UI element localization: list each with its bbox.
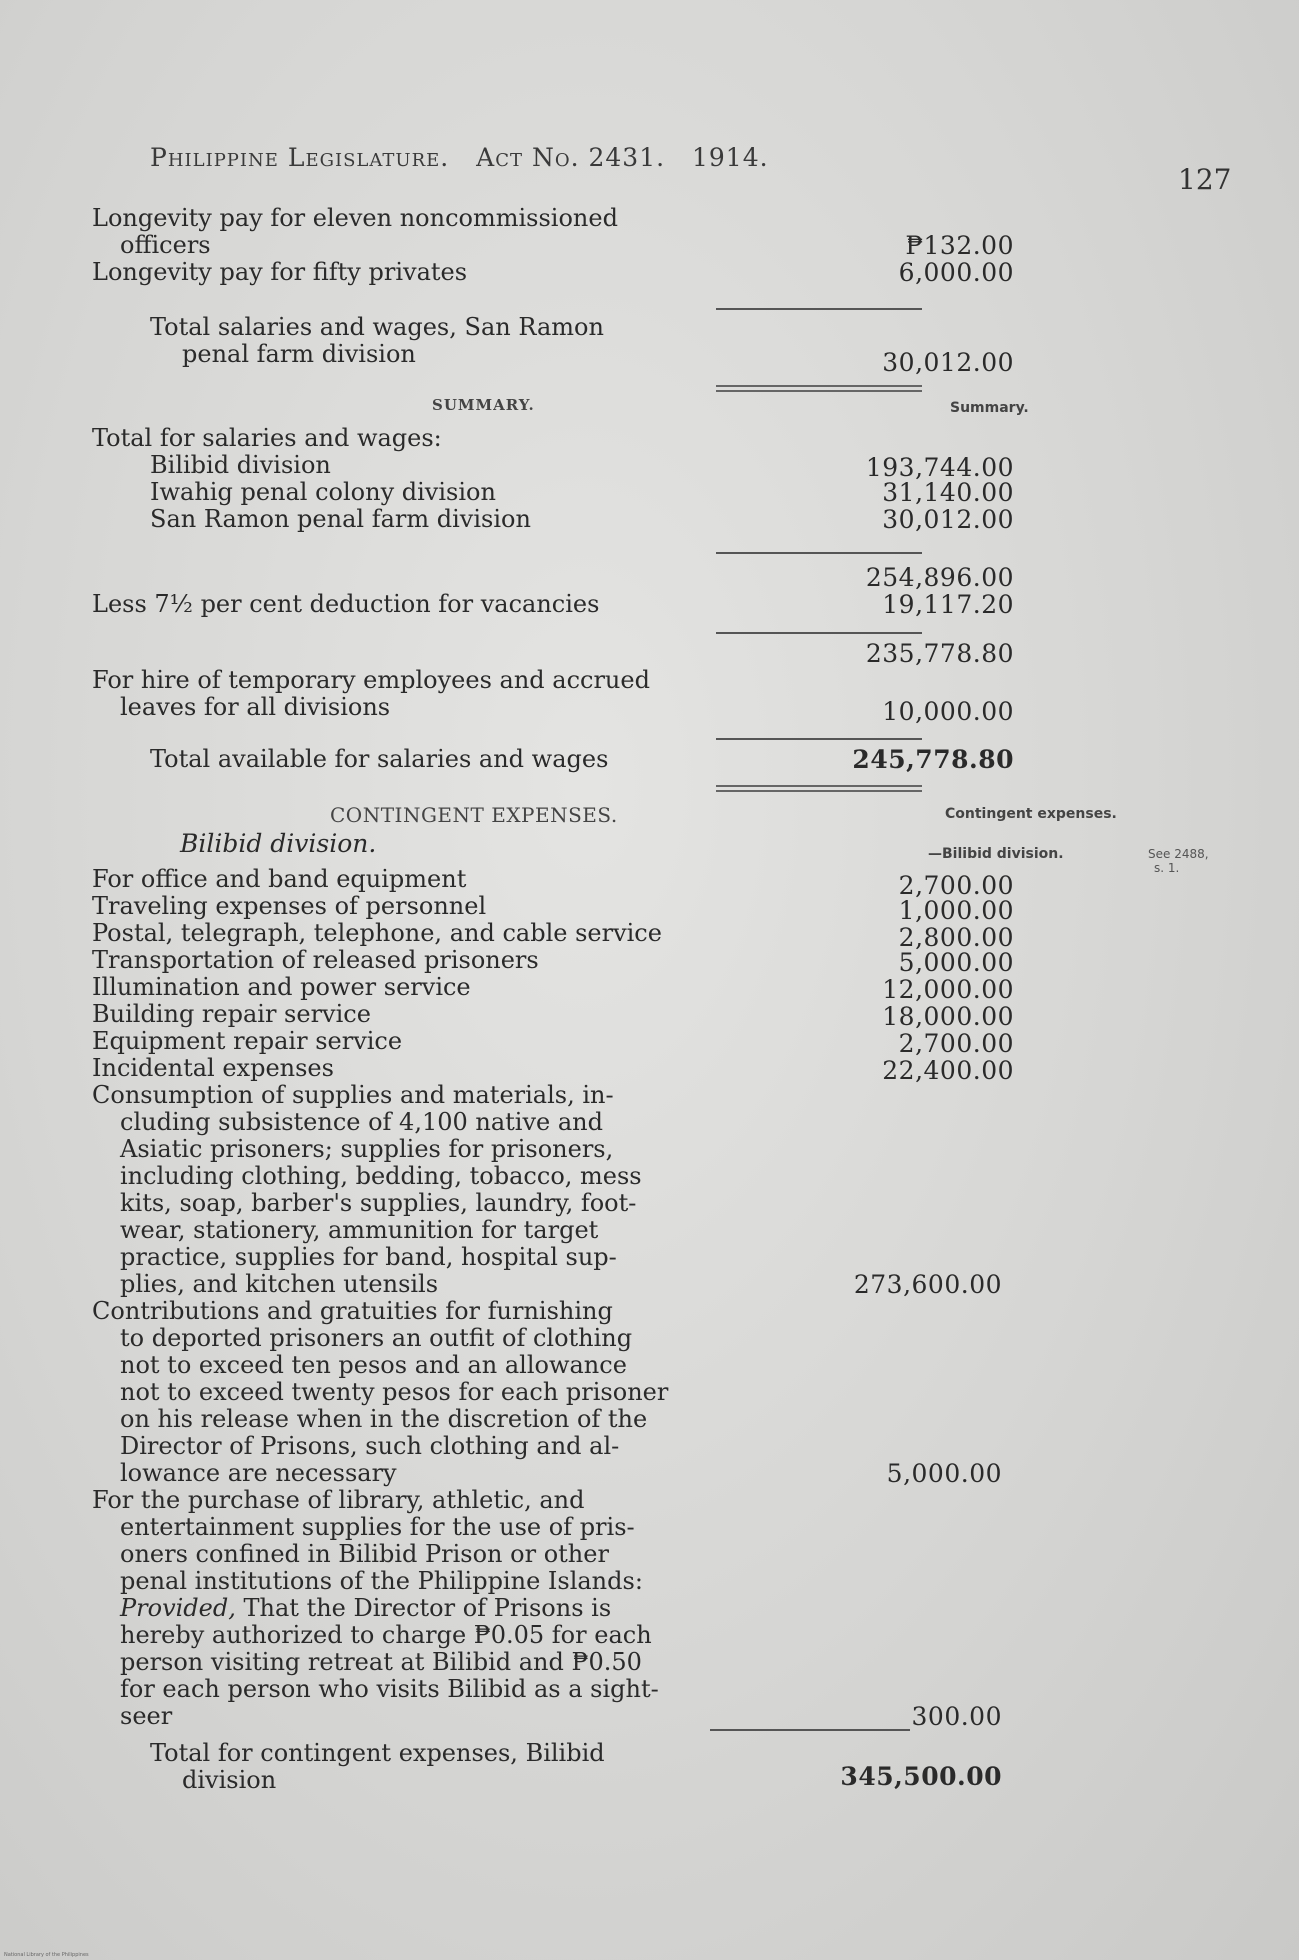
contingent-total-row-1 — [92, 1740, 714, 1767]
san-ramon-total-row-2 — [92, 340, 1014, 377]
act-number: Act No. 2431. — [476, 143, 666, 172]
summary-bilibid-label: Bilibid division — [150, 451, 331, 479]
longevity-privates-amount: 6,000.00 — [898, 258, 1014, 287]
gratuities-line-1: to deported prisoners an outfit of clothing — [120, 1324, 633, 1352]
margin-note-bilibid: —Bilibid division. — [928, 846, 1064, 862]
building-repair-label: Building repair service — [92, 1000, 371, 1028]
temp-row-1 — [92, 667, 714, 694]
summary-intro-row — [92, 425, 714, 452]
library-line-4-text: That the Director of Prisons is — [243, 1594, 612, 1622]
rule — [716, 632, 922, 634]
longevity-nco-label-1: Longevity pay for eleven noncommissioned — [92, 204, 618, 232]
deduction-amount: 19,117.20 — [882, 590, 1014, 619]
summary-row-bilibid — [92, 451, 1014, 482]
margin-ref-2: s. 1. — [1154, 861, 1180, 875]
margin-note-contingent: Contingent expenses. — [945, 806, 1117, 822]
library-line-3: penal institutions of the Philippine Islands: — [120, 1567, 643, 1595]
rule — [716, 552, 922, 554]
incidental-amount: 22,400.00 — [882, 1056, 1014, 1085]
gratuities-line — [92, 1433, 714, 1460]
supplies-line-7: plies, and kitchen utensils — [120, 1270, 439, 1298]
summary-heading: SUMMARY. — [432, 396, 535, 414]
contingent-row — [92, 1054, 1014, 1085]
contingent-row — [92, 919, 1014, 952]
summary-section — [92, 424, 1014, 534]
supplies-line-1: cluding subsistence of 4,100 native and — [120, 1108, 603, 1136]
supplies-line — [92, 1136, 714, 1163]
library-line-7: for each person who visits Bilibid as a sight- — [120, 1675, 659, 1703]
library-line — [92, 1676, 714, 1703]
library-line-2: oners confined in Bilibid Prison or other — [120, 1540, 609, 1568]
double-rule — [716, 785, 922, 792]
gratuities-line — [92, 1406, 714, 1433]
summary-iwahig-label: Iwahig penal colony division — [150, 478, 496, 506]
legislature-title: Philippine Legislature. — [150, 143, 450, 172]
act-year: 1914. — [692, 143, 769, 172]
building-repair-amount: 18,000.00 — [882, 1002, 1014, 1031]
incidental-label: Incidental expenses — [92, 1054, 334, 1082]
summary-san-ramon-label: San Ramon penal farm division — [150, 505, 531, 533]
margin-note-summary: Summary. — [950, 400, 1029, 416]
library-line-4 — [120, 1595, 611, 1622]
supplies-line — [92, 1163, 714, 1190]
gratuities-line-4: on his release when in the discretion of the — [120, 1405, 648, 1433]
subtotal-row — [92, 563, 1014, 592]
net-section — [92, 639, 1014, 726]
library-line — [92, 1595, 714, 1622]
longevity-nco-label-2: officers — [120, 231, 211, 259]
contingent-heading: CONTINGENT EXPENSES. — [330, 803, 618, 827]
supplies-line — [92, 1109, 714, 1136]
net-amount: 235,778.80 — [865, 639, 1014, 668]
margin-ref-1: See 2488, — [1148, 847, 1209, 861]
library-line-8: seer — [120, 1702, 173, 1730]
subtotal-amount: 254,896.00 — [865, 563, 1014, 592]
contingent-total — [92, 1739, 1002, 1794]
deduction-label: Less 7½ per cent deduction for vacancies — [92, 590, 600, 618]
gratuities-line-0: Contributions and gratuities for furnishing — [92, 1297, 613, 1325]
contingent-total-label-2: division — [182, 1766, 277, 1794]
contingent-row — [92, 973, 1014, 1004]
temp-label-2: leaves for all divisions — [120, 693, 391, 721]
library-line — [92, 1487, 714, 1514]
equipment-repair-amount: 2,700.00 — [898, 1029, 1014, 1058]
supplies-line — [92, 1244, 714, 1271]
library-line — [92, 1622, 714, 1649]
temp-row-2 — [92, 693, 1014, 726]
equipment-repair-label: Equipment repair service — [92, 1027, 403, 1055]
library-line-0: For the purchase of library, athletic, and — [92, 1486, 585, 1514]
illumination-amount: 12,000.00 — [882, 975, 1014, 1004]
traveling-amount: 1,000.00 — [898, 896, 1014, 925]
gratuities-line-3: not to exceed twenty pesos for each prisoner — [120, 1378, 669, 1406]
supplies-line-2: Asiatic prisoners; supplies for prisoners, — [120, 1135, 614, 1163]
supplies-line — [92, 1270, 1002, 1299]
supplies-line — [92, 1190, 714, 1217]
contingent-row — [92, 892, 1014, 925]
contingent-row — [92, 1000, 1014, 1031]
san-ramon-total-row-1 — [92, 314, 714, 341]
deduction-section — [92, 563, 1014, 619]
library-line — [92, 1541, 714, 1568]
deduction-row — [92, 590, 1014, 619]
margin-ref — [1148, 847, 1209, 875]
contingent-total-amount: 345,500.00 — [840, 1762, 1002, 1791]
rule — [716, 738, 922, 740]
contingent-items — [92, 865, 1014, 1731]
library-line-1: entertainment supplies for the use of pris- — [120, 1513, 635, 1541]
longevity-nco-amount: ₱132.00 — [905, 231, 1014, 260]
summary-bilibid-amount: 193,744.00 — [865, 453, 1014, 482]
summary-san-ramon-amount: 30,012.00 — [882, 505, 1014, 534]
double-rule — [716, 385, 922, 392]
longevity-section — [92, 204, 1014, 287]
supplies-line — [92, 1082, 714, 1109]
footer-credit: National Library of the Philippines — [4, 1952, 89, 1958]
provided-word: Provided, — [120, 1594, 236, 1622]
available-label: Total available for salaries and wages — [150, 745, 609, 773]
available-section — [92, 745, 1014, 774]
rule — [710, 1729, 910, 1731]
contingent-row — [92, 946, 1014, 977]
postal-amount: 2,800.00 — [898, 923, 1014, 952]
summary-row-san-ramon — [92, 505, 1014, 534]
library-line — [92, 1568, 714, 1595]
running-head — [150, 143, 787, 172]
san-ramon-total-label-2: penal farm division — [182, 340, 416, 368]
longevity-nco-row — [92, 205, 714, 232]
san-ramon-total-label-1: Total salaries and wages, San Ramon — [150, 313, 604, 341]
rule — [716, 308, 922, 310]
supplies-line-5: wear, stationery, ammunition for target — [120, 1216, 599, 1244]
gratuities-line — [92, 1459, 1002, 1488]
bilibid-subheading: Bilibid division. — [180, 829, 377, 858]
summary-row-iwahig — [92, 478, 1014, 507]
transportation-amount: 5,000.00 — [898, 948, 1014, 977]
summary-intro: Total for salaries and wages: — [92, 424, 442, 452]
office-equipment-amount: 2,700.00 — [898, 871, 1014, 900]
library-amount: 300.00 — [911, 1702, 1002, 1731]
gratuities-line-2: not to exceed ten pesos and an allowance — [120, 1351, 627, 1379]
gratuities-line — [92, 1352, 714, 1379]
contingent-total-label-1: Total for contingent expenses, Bilibid — [150, 1739, 605, 1767]
contingent-total-row-2 — [92, 1762, 1002, 1794]
san-ramon-total-amount: 30,012.00 — [882, 348, 1014, 377]
library-line-6: person visiting retreat at Bilibid and ₱0.50 — [120, 1648, 642, 1676]
gratuities-line-5: Director of Prisons, such clothing and al- — [120, 1432, 620, 1460]
transportation-label: Transportation of released prisoners — [92, 946, 539, 974]
longevity-nco-row-2 — [92, 231, 1014, 260]
library-line — [92, 1514, 714, 1541]
gratuities-line-6: lowance are necessary — [120, 1459, 397, 1487]
gratuities-amount: 5,000.00 — [886, 1459, 1002, 1488]
office-equipment-label: For office and band equipment — [92, 865, 467, 893]
illumination-label: Illumination and power service — [92, 973, 471, 1001]
available-amount: 245,778.80 — [852, 745, 1014, 774]
contingent-row — [92, 1027, 1014, 1058]
postal-label: Postal, telegraph, telephone, and cable service — [92, 919, 662, 947]
library-line — [92, 1702, 1002, 1731]
temp-label-1: For hire of temporary employees and accrued — [92, 666, 650, 694]
gratuities-line — [92, 1325, 714, 1352]
supplies-line — [92, 1217, 714, 1244]
supplies-line-0: Consumption of supplies and materials, in- — [92, 1081, 614, 1109]
library-line — [92, 1649, 714, 1676]
supplies-line-3: including clothing, bedding, tobacco, mess — [120, 1162, 642, 1190]
supplies-amount: 273,600.00 — [853, 1270, 1002, 1299]
contingent-row — [92, 865, 1014, 900]
page-number: 127 — [1178, 163, 1232, 196]
library-line-5: hereby authorized to charge ₱0.05 for each — [120, 1621, 652, 1649]
available-row — [92, 745, 1014, 774]
gratuities-line — [92, 1379, 714, 1406]
longevity-privates-label: Longevity pay for fifty privates — [92, 258, 468, 286]
supplies-line-4: kits, soap, barber's supplies, laundry, foot- — [120, 1189, 637, 1217]
san-ramon-total — [92, 313, 1014, 377]
net-row — [92, 639, 1014, 668]
temp-amount: 10,000.00 — [882, 697, 1014, 726]
longevity-privates-row — [92, 258, 1014, 287]
supplies-line-6: practice, supplies for band, hospital sup- — [120, 1243, 617, 1271]
traveling-label: Traveling expenses of personnel — [92, 892, 487, 920]
gratuities-line — [92, 1298, 714, 1325]
summary-iwahig-amount: 31,140.00 — [882, 478, 1014, 507]
